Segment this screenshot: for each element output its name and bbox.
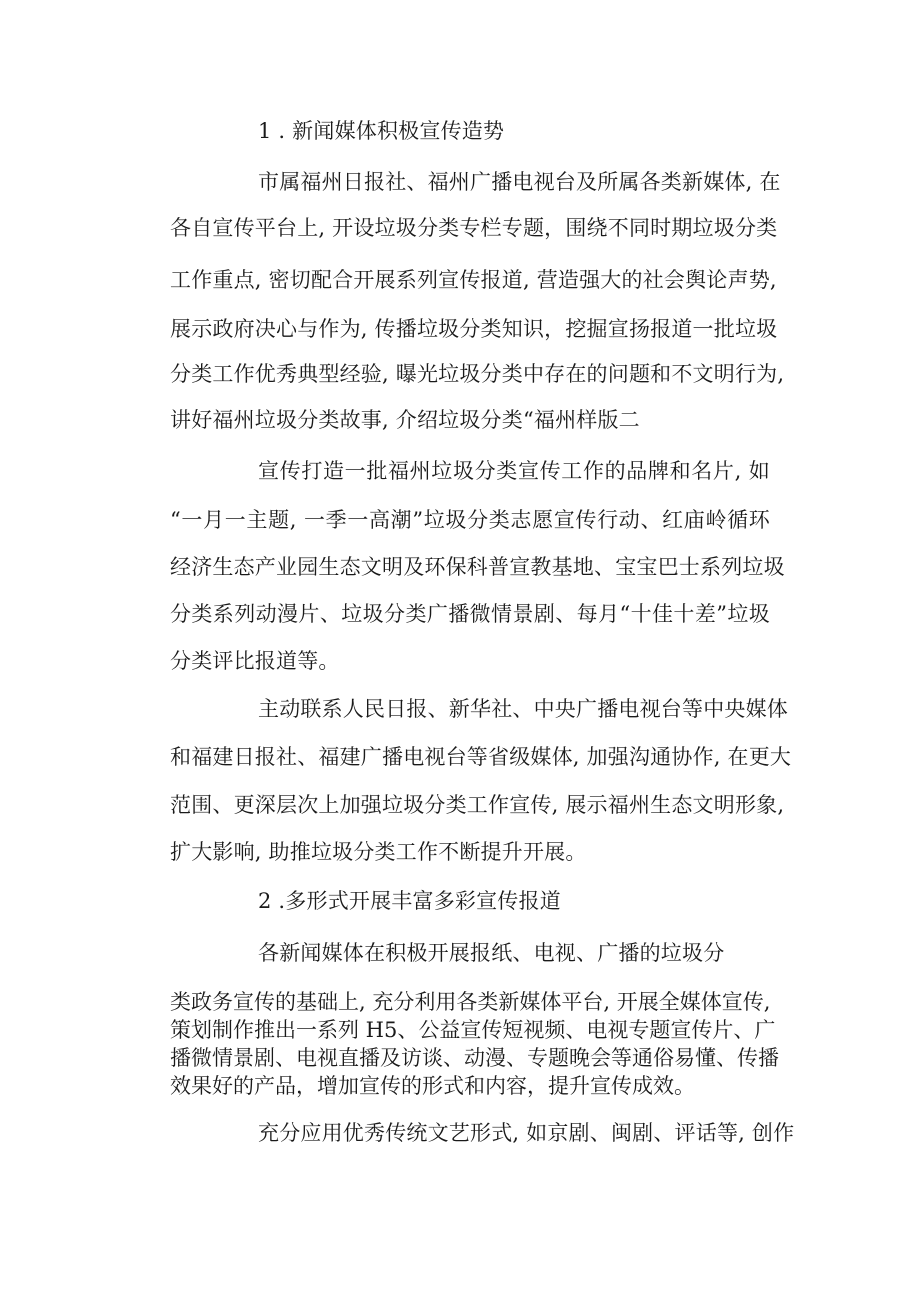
paragraph-line: 分类系列动漫片、垃圾分类广播微情景剧、每月“十佳十差”垃圾 [170,602,770,626]
paragraph-line: 各自宣传平台上, 开设垃圾分类专栏专题，围绕不同时期垃圾分类 [170,216,778,240]
paragraph-line: 策划制作推出一系列 H5、公益宣传短视频、电视专题宣传片、广 [170,1018,776,1042]
section-heading-1: 1 . 新闻媒体积极宣传造势 [258,119,505,143]
paragraph-line: 讲好福州垃圾分类故事, 介绍垃圾分类“福州样版二 [170,408,640,432]
paragraph-line: 类政务宣传的基础上, 充分利用各类新媒体平台, 开展全媒体宣传, [170,990,771,1014]
paragraph-line: 充分应用优秀传统文艺形式, 如京剧、闽剧、评话等, 创作 [258,1121,795,1145]
paragraph-line: “一月一主题, 一季一高潮”垃圾分类志愿宣传行动、红庙岭循环 [170,508,770,532]
paragraph-line: 效果好的产品，增加宣传的形式和内容，提升宣传成效。 [170,1074,695,1098]
paragraph-line: 经济生态产业园生态文明及环保科普宣教基地、宝宝巴士系列垃圾 [170,555,785,579]
paragraph-line: 各新闻媒体在积极开展报纸、电视、广播的垃圾分 [258,941,725,965]
paragraph-line: 范围、更深层次上加强垃圾分类工作宣传, 展示福州生态文明形象, [170,793,785,817]
section-heading-2: 2 .多形式开展丰富多彩宣传报道 [258,889,561,913]
paragraph-line: 分类工作优秀典型经验, 曝光垃圾分类中存在的问题和不文明行为, [170,362,785,386]
paragraph-line: 市属福州日报社、福州广播电视台及所属各类新媒体, 在 [258,170,781,194]
paragraph-line: 播微情景剧、电视直播及访谈、动漫、专题晚会等通俗易懂、传播 [170,1046,779,1070]
paragraph-line: 宣传打造一批福州垃圾分类宣传工作的品牌和名片, 如 [258,459,770,483]
paragraph-line: 和福建日报社、福建广播电视台等省级媒体, 加强沟通协作, 在更大 [170,745,792,769]
paragraph-line: 工作重点, 密切配合开展系列宣传报道, 营造强大的社会舆论声势, [170,268,777,292]
paragraph-line: 扩大影响, 助推垃圾分类工作不断提升开展。 [170,840,587,864]
paragraph-line: 分类评比报道等。 [170,649,340,673]
paragraph-line: 展示政府决心与作为, 传播垃圾分类知识，挖掘宣扬报道一批垃圾 [170,317,778,341]
paragraph-line: 主动联系人民日报、新华社、中央广播电视台等中央媒体 [258,697,788,721]
